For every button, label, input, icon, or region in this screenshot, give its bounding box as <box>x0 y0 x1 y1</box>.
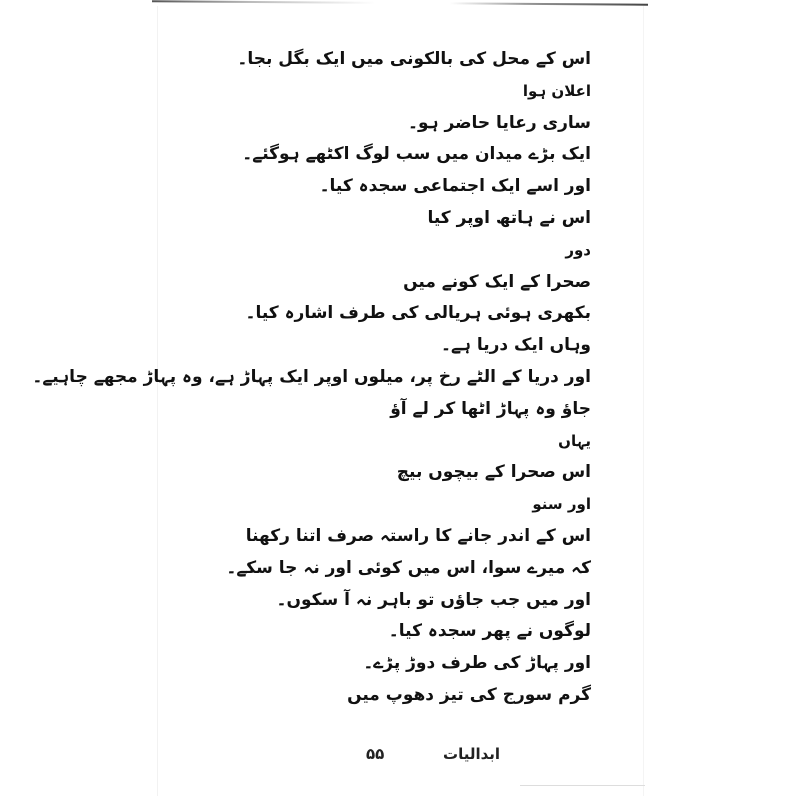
text-line: اور سنو <box>532 495 591 514</box>
text-line: صحرا کے ایک کونے میں <box>403 271 591 292</box>
text-line: اس صحرا کے بیچوں بیچ <box>396 462 591 483</box>
text-line: بکھری ہوئی ہریالی کی طرف اشارہ کیا۔ <box>245 303 591 324</box>
page-bottom-edge <box>520 785 645 786</box>
page-left-edge <box>157 6 158 796</box>
text-line: اس کے محل کی بالکونی میں ایک بگل بجا۔ <box>237 49 591 69</box>
page-right-edge <box>643 6 644 796</box>
page-top-edge <box>152 0 648 5</box>
text-line: اعلان ہوا <box>522 81 591 100</box>
text-line: اور اسے ایک اجتماعی سجدہ کیا۔ <box>319 176 591 197</box>
text-line: اس کے اندر جانے کا راستہ صرف اتنا رکھنا <box>245 525 591 546</box>
text-line: یہاں <box>558 431 591 450</box>
page-number: ۵۵ <box>366 745 385 763</box>
text-line: جاؤ وہ پہاڑ اٹھا کر لے آؤ <box>390 398 591 419</box>
page-footer <box>0 745 800 775</box>
poem-text-block <box>32 44 591 712</box>
text-line: گرم سورج کی تیز دھوپ میں <box>347 684 591 705</box>
text-line: اور پہاڑ کی طرف دوڑ پڑے۔ <box>363 653 591 674</box>
text-line: وہاں ایک دریا ہے۔ <box>441 335 591 356</box>
text-line: لوگوں نے پھر سجدہ کیا۔ <box>388 621 591 642</box>
text-line: اور دریا کے الٹے رخ پر، میلوں اوپر ایک پہاڑ ہے، وہ پہاڑ مجھے چاہیے۔ <box>32 366 591 387</box>
text-line: ایک بڑے میدان میں سب لوگ اکٹھے ہوگئے۔ <box>242 144 591 165</box>
text-line: اور میں جب جاؤں تو باہر نہ آ سکوں۔ <box>276 589 591 610</box>
text-line: دور <box>565 240 591 259</box>
text-line: اس نے ہاتھ اوپر کیا <box>427 207 591 228</box>
book-title: ابدالیات <box>443 745 501 763</box>
text-line: ساری رعایا حاضر ہو۔ <box>408 112 591 133</box>
text-line: کہ میرے سوا، اس میں کوئی اور نہ جا سکے۔ <box>226 557 591 578</box>
